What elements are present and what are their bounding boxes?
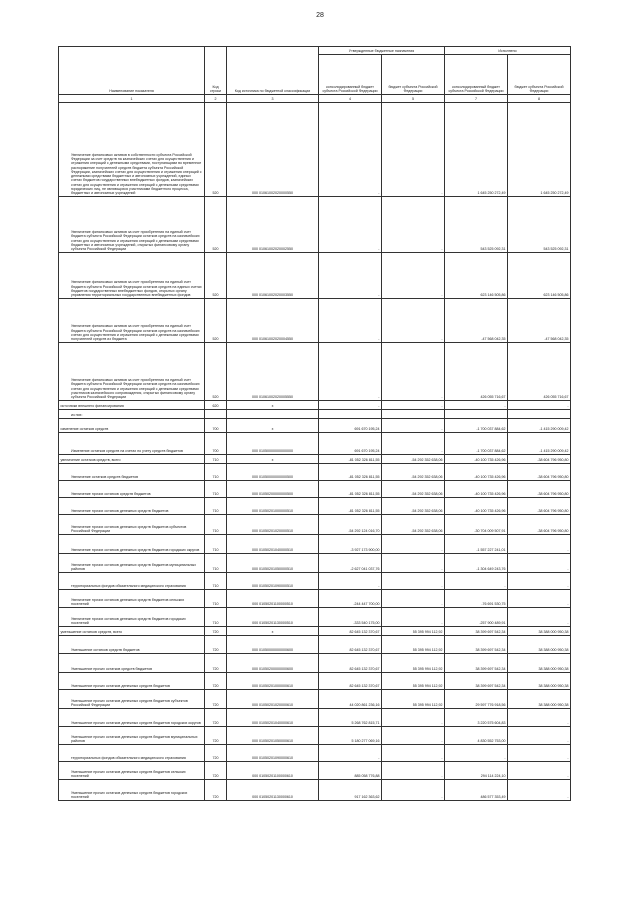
- row-approved-subject: 55 395 994 112,92: [382, 673, 445, 690]
- table-row: [59, 573, 571, 590]
- row-source-code: 000 01050201040000510: [227, 535, 319, 554]
- table-row: [59, 535, 571, 554]
- row-source-code: x: [227, 419, 319, 433]
- row-line-code: 520: [205, 253, 227, 299]
- row-executed-consolidated: -1 700 037 884,62: [445, 419, 508, 433]
- row-executed-consolidated: 38 399 697 542,34: [445, 673, 508, 690]
- header-line-code: Код строки: [205, 47, 227, 95]
- row-source-code: x: [227, 627, 319, 636]
- row-line-code: 710: [205, 590, 227, 608]
- row-executed-consolidated: 38 399 697 542,34: [445, 627, 508, 636]
- row-approved-subject: -: [382, 709, 445, 727]
- row-line-code: 520: [205, 103, 227, 197]
- row-executed-subject: -47 568 042,35: [508, 299, 571, 343]
- table-row: [59, 197, 571, 253]
- budget-sources-table: [58, 46, 571, 801]
- row-name: Уменьшение прочих остатков денежных средств бюджетов сельских поселений: [59, 762, 205, 780]
- row-source-code: 000 01050201050000510: [227, 554, 319, 573]
- row-approved-consolidated: 917 162 363,62: [319, 780, 382, 801]
- row-executed-consolidated: -47 568 042,35: [445, 299, 508, 343]
- row-approved-subject: -: [382, 745, 445, 762]
- row-approved-subject: -: [382, 401, 445, 410]
- row-source-code: 000 01050000000000500: [227, 464, 319, 481]
- row-name: Уменьшение прочих остатков денежных средств бюджетов городских округов: [59, 709, 205, 727]
- row-approved-subject: -: [382, 608, 445, 627]
- row-approved-subject: 55 395 994 112,92: [382, 627, 445, 636]
- row-approved-subject: -: [382, 299, 445, 343]
- row-executed-subject: -1 415 290 009,42: [508, 433, 571, 455]
- row-name: увеличение остатков средств, всего: [59, 455, 205, 464]
- row-name: Увеличение финансовых активов в собственности субъекта Российской Федерации за счет средств на казначейских счетах для осуществления и отражения операций с денежными средствами, поступающими во временное распоряжение получателей средств бюджета субъекта Российской Федерации, казначейских счетах для осуществления и отражения операций с денежными средствами бюджетных и автономных учреждений, единых счетах бюджетов государственных внебюджетных фондов, казначейских счетах для осуществления и отражения операций с денежными средствами юридических лиц, не являющихся участниками бюджетного процесса, бюджетных и автономных учреждений: [59, 103, 205, 197]
- row-approved-consolidated: 691 670 195,24: [319, 419, 382, 433]
- row-executed-subject: [508, 410, 571, 419]
- row-source-code: 000 01050201050000610: [227, 727, 319, 745]
- row-source-code: 000 01050201100000510: [227, 590, 319, 608]
- row-executed-consolidated: 426 055 716,67: [445, 343, 508, 401]
- row-source-code: x: [227, 455, 319, 464]
- header-executed: Исполнено: [445, 47, 571, 55]
- row-name: Уменьшение прочих остатков денежных средств бюджетов: [59, 673, 205, 690]
- row-executed-subject: 623 146 505,86: [508, 253, 571, 299]
- row-executed-subject: -: [508, 780, 571, 801]
- row-line-code: [205, 410, 227, 419]
- row-executed-subject: 38 388 000 950,38: [508, 654, 571, 673]
- row-executed-consolidated: -40 100 735 426,96: [445, 464, 508, 481]
- row-approved-subject: -54 292 352 638,06: [382, 515, 445, 535]
- row-approved-subject: -: [382, 197, 445, 253]
- row-executed-consolidated: 29 597 776 918,56: [445, 690, 508, 709]
- row-executed-consolidated: 3 220 575 604,83: [445, 709, 508, 727]
- table-row: [59, 299, 571, 343]
- row-executed-consolidated: -1 304 649 243,76: [445, 554, 508, 573]
- column-number: 7: [445, 95, 508, 103]
- row-approved-consolidated: -3 927 173 900,00: [319, 535, 382, 554]
- row-name: Уменьшение прочих остатков денежных средств бюджетов субъектов Российской Федерации: [59, 690, 205, 709]
- column-number: 4: [319, 95, 382, 103]
- table-row: [59, 627, 571, 636]
- row-name: Увеличение финансовых активов за счет приобретения на единый счет бюджета субъекта Российской Федерации остатков средств на казначейских счетах для осуществления и отражения операций с денежными средствами получателей средств из бюджета: [59, 299, 205, 343]
- row-approved-consolidated: 82 645 132 370,67: [319, 673, 382, 690]
- row-line-code: 700: [205, 419, 227, 433]
- row-executed-consolidated: 1 645 250 272,49: [445, 103, 508, 197]
- header-executed-subject: бюджет субъекта Российской Федерации: [508, 55, 571, 95]
- row-executed-subject: -38 604 796 950,80: [508, 455, 571, 464]
- row-source-code: 000 01050201020000510: [227, 515, 319, 535]
- table-row: [59, 515, 571, 535]
- column-number: 3: [227, 95, 319, 103]
- row-approved-consolidated: [319, 410, 382, 419]
- row-source-code: 000 01050200000000600: [227, 654, 319, 673]
- table-row: [59, 419, 571, 433]
- row-approved-consolidated: 82 645 132 370,67: [319, 636, 382, 654]
- row-source-code: 000 01061002020000550: [227, 103, 319, 197]
- row-source-code: 000 01050201130000510: [227, 608, 319, 627]
- row-name: уменьшение остатков средств, всего: [59, 627, 205, 636]
- row-source-code: 000 01061002020003550: [227, 253, 319, 299]
- table-row: [59, 673, 571, 690]
- row-name: Увеличение прочих остатков денежных средств бюджетов городских поселений: [59, 608, 205, 627]
- column-number: 8: [508, 95, 571, 103]
- row-name: территориальных фондов обязательного медицинского страхования: [59, 745, 205, 762]
- row-executed-consolidated: -76 691 530,75: [445, 590, 508, 608]
- header-name: Наименование показателя: [59, 47, 205, 95]
- row-line-code: 720: [205, 727, 227, 745]
- row-name: Увеличение прочих остатков денежных средств бюджетов муниципальных районов: [59, 554, 205, 573]
- table-row: [59, 608, 571, 627]
- row-executed-consolidated: 486 577 353,49: [445, 780, 508, 801]
- table-row: [59, 590, 571, 608]
- table-row: [59, 103, 571, 197]
- row-executed-consolidated: -1 700 037 884,62: [445, 433, 508, 455]
- row-executed-consolidated: [445, 410, 508, 419]
- row-executed-subject: 38 388 000 950,38: [508, 673, 571, 690]
- row-approved-subject: -: [382, 433, 445, 455]
- row-source-code: 000 01061002020004550: [227, 299, 319, 343]
- row-executed-consolidated: -30 704 009 507,91: [445, 515, 508, 535]
- row-approved-consolidated: -81 052 326 811,55: [319, 464, 382, 481]
- row-approved-consolidated: -2 627 041 037,76: [319, 554, 382, 573]
- row-name: Увеличение прочих остатков средств бюджетов: [59, 481, 205, 498]
- table-row: [59, 498, 571, 515]
- row-name: Уменьшение прочих остатков средств бюджетов: [59, 654, 205, 673]
- row-executed-subject: -: [508, 762, 571, 780]
- row-executed-subject: -38 604 796 950,80: [508, 464, 571, 481]
- row-approved-consolidated: 82 645 132 370,67: [319, 654, 382, 673]
- row-approved-subject: -54 292 352 638,06: [382, 498, 445, 515]
- row-line-code: 710: [205, 498, 227, 515]
- row-approved-consolidated: 885 058 776,88: [319, 762, 382, 780]
- row-approved-consolidated: -: [319, 197, 382, 253]
- row-executed-consolidated: 294 114 224,10: [445, 762, 508, 780]
- row-approved-subject: [382, 410, 445, 419]
- row-executed-consolidated: -: [445, 745, 508, 762]
- row-name: Увеличение прочих остатков денежных средств бюджетов: [59, 498, 205, 515]
- row-source-code: 000 01050000000000600: [227, 636, 319, 654]
- row-approved-consolidated: -: [319, 401, 382, 410]
- row-source-code: 000 01050000000000000: [227, 433, 319, 455]
- table-row: [59, 690, 571, 709]
- row-executed-subject: -1 415 290 009,42: [508, 419, 571, 433]
- table-row: [59, 433, 571, 455]
- row-name: Увеличение прочих остатков денежных средств бюджетов сельских поселений: [59, 590, 205, 608]
- row-source-code: 000 01050201020000610: [227, 690, 319, 709]
- row-approved-consolidated: -: [319, 103, 382, 197]
- row-line-code: 620: [205, 401, 227, 410]
- row-line-code: 720: [205, 762, 227, 780]
- row-line-code: 520: [205, 343, 227, 401]
- row-approved-consolidated: 82 645 132 370,67: [319, 627, 382, 636]
- table-row: [59, 762, 571, 780]
- row-approved-subject: 55 395 994 112,92: [382, 690, 445, 709]
- row-line-code: 720: [205, 690, 227, 709]
- row-approved-subject: -: [382, 727, 445, 745]
- header-approved: Утвержденные бюджетные назначения: [319, 47, 445, 55]
- row-approved-subject: 55 395 994 112,92: [382, 636, 445, 654]
- row-name: Увеличение финансовых активов за счет приобретения на единый счет бюджета субъекта Российской Федерации остатков средств на казначейских счетах для осуществления и отражения операций с денежными средствами бюджетных и автономных учреждений, открытых финансовому органу субъекта Российской Федерации: [59, 197, 205, 253]
- row-executed-consolidated: -257 900 489,91: [445, 608, 508, 627]
- row-line-code: 710: [205, 515, 227, 535]
- row-line-code: 520: [205, 299, 227, 343]
- row-name: Уменьшение прочих остатков денежных средств бюджетов городских поселений: [59, 780, 205, 801]
- row-executed-consolidated: -: [445, 573, 508, 590]
- row-line-code: 720: [205, 709, 227, 727]
- row-source-code: 000 01050201000000610: [227, 673, 319, 690]
- row-source-code: 000 01050201000000510: [227, 498, 319, 515]
- table-row: [59, 709, 571, 727]
- row-approved-subject: -: [382, 253, 445, 299]
- row-executed-subject: -: [508, 401, 571, 410]
- row-source-code: 000 01061002020005550: [227, 343, 319, 401]
- header-approved-subject: бюджет субъекта Российской Федерации: [382, 55, 445, 95]
- row-source-code: 000 01050200000000500: [227, 481, 319, 498]
- row-name: Увеличение финансовых активов за счет приобретения на единый счет бюджета субъекта Российской Федерации остатков средств на казначейских счетах для осуществления и отражения операций с денежными средствами участников казначейского сопровождения, открытых финансовому органу субъекта Российской Федерации: [59, 343, 205, 401]
- table-row: [59, 343, 571, 401]
- row-executed-subject: -: [508, 727, 571, 745]
- table-row: [59, 727, 571, 745]
- page-number: 28: [316, 12, 324, 19]
- row-approved-subject: -: [382, 103, 445, 197]
- row-executed-consolidated: 38 399 697 542,34: [445, 654, 508, 673]
- row-executed-consolidated: -: [445, 401, 508, 410]
- header-source-code: Код источника по бюджетной классификации: [227, 47, 319, 95]
- row-source-code: 000 01050201090000510: [227, 573, 319, 590]
- row-executed-consolidated: -40 100 735 426,96: [445, 481, 508, 498]
- row-line-code: 710: [205, 455, 227, 464]
- row-approved-consolidated: -: [319, 253, 382, 299]
- row-executed-subject: 38 388 000 950,38: [508, 627, 571, 636]
- row-line-code: 710: [205, 464, 227, 481]
- table-row: [59, 745, 571, 762]
- row-approved-consolidated: -: [319, 299, 382, 343]
- row-executed-subject: -: [508, 745, 571, 762]
- table-row: [59, 410, 571, 419]
- row-executed-consolidated: 543 525 092,31: [445, 197, 508, 253]
- row-executed-consolidated: 623 146 505,86: [445, 253, 508, 299]
- row-name: Увеличение прочих остатков денежных средств бюджетов субъектов Российской Федерации: [59, 515, 205, 535]
- row-approved-subject: -54 292 352 638,06: [382, 455, 445, 464]
- row-source-code: 000 01050201100000610: [227, 762, 319, 780]
- row-executed-subject: -: [508, 608, 571, 627]
- row-name: Увеличение финансовых активов за счет приобретения на единый счет бюджета субъекта Российской Федерации остатков средств на единых счетах бюджетов государственных внебюджетных фондов, открытых органу управления территориальных государственных внебюджетных фондов: [59, 253, 205, 299]
- row-executed-subject: -: [508, 554, 571, 573]
- row-approved-consolidated: 5 180 277 069,16: [319, 727, 382, 745]
- column-number: 1: [59, 95, 205, 103]
- row-line-code: 720: [205, 627, 227, 636]
- row-line-code: 700: [205, 433, 227, 455]
- row-name: Уменьшение прочих остатков денежных средств бюджетов муниципальных районов: [59, 727, 205, 745]
- row-approved-subject: 55 395 994 112,92: [382, 654, 445, 673]
- row-source-code: x: [227, 401, 319, 410]
- table-row: [59, 481, 571, 498]
- table-row: [59, 636, 571, 654]
- row-approved-subject: -: [382, 590, 445, 608]
- row-executed-consolidated: -40 100 735 426,96: [445, 498, 508, 515]
- row-name: Увеличение остатков средств бюджетов: [59, 464, 205, 481]
- row-approved-consolidated: -: [319, 343, 382, 401]
- row-approved-consolidated: -81 052 326 811,55: [319, 481, 382, 498]
- row-approved-consolidated: -81 052 326 811,55: [319, 498, 382, 515]
- row-approved-consolidated: -: [319, 573, 382, 590]
- row-executed-subject: 38 388 000 950,38: [508, 690, 571, 709]
- row-approved-consolidated: 5 268 762 815,71: [319, 709, 382, 727]
- row-name: Уменьшение остатков средств бюджетов: [59, 636, 205, 654]
- row-executed-consolidated: 38 399 697 542,34: [445, 636, 508, 654]
- table-row: [59, 780, 571, 801]
- row-executed-subject: -: [508, 590, 571, 608]
- row-executed-consolidated: 4 830 552 753,00: [445, 727, 508, 745]
- row-line-code: 720: [205, 673, 227, 690]
- row-executed-consolidated: -40 100 735 426,96: [445, 455, 508, 464]
- table-row: [59, 401, 571, 410]
- row-approved-consolidated: -81 052 326 811,55: [319, 455, 382, 464]
- column-number: 5: [382, 95, 445, 103]
- row-approved-subject: -54 292 352 638,06: [382, 481, 445, 498]
- row-executed-subject: 543 525 092,31: [508, 197, 571, 253]
- row-approved-consolidated: 44 020 861 236,16: [319, 690, 382, 709]
- table-row: [59, 464, 571, 481]
- row-executed-subject: 426 055 716,67: [508, 343, 571, 401]
- table-row: [59, 654, 571, 673]
- row-executed-consolidated: -1 557 227 241,01: [445, 535, 508, 554]
- row-approved-consolidated: 691 670 195,24: [319, 433, 382, 455]
- row-line-code: 710: [205, 573, 227, 590]
- row-approved-subject: -: [382, 573, 445, 590]
- row-executed-subject: -38 604 796 950,80: [508, 515, 571, 535]
- row-approved-subject: -: [382, 535, 445, 554]
- row-approved-consolidated: -333 540 175,00: [319, 608, 382, 627]
- row-executed-subject: 1 645 250 272,49: [508, 103, 571, 197]
- row-approved-subject: -: [382, 780, 445, 801]
- row-source-code: 000 01050201040000610: [227, 709, 319, 727]
- row-approved-subject: -: [382, 762, 445, 780]
- row-name: из них:: [59, 410, 205, 419]
- row-name: источники внешнего финансирования: [59, 401, 205, 410]
- row-line-code: 720: [205, 780, 227, 801]
- row-approved-subject: -54 292 352 638,06: [382, 464, 445, 481]
- header-approved-consolidated: консолидированный бюджет субъекта Российской Федерации: [319, 55, 382, 95]
- table-row: [59, 554, 571, 573]
- row-line-code: 720: [205, 745, 227, 762]
- table-row: [59, 455, 571, 464]
- row-executed-subject: -: [508, 573, 571, 590]
- row-line-code: 720: [205, 654, 227, 673]
- row-line-code: 710: [205, 481, 227, 498]
- row-approved-subject: -: [382, 343, 445, 401]
- header-executed-consolidated: консолидированный бюджет субъекта Российской Федерации: [445, 55, 508, 95]
- column-number: 2: [205, 95, 227, 103]
- row-line-code: 710: [205, 554, 227, 573]
- row-name: территориальных фондов обязательного медицинского страхования: [59, 573, 205, 590]
- row-executed-subject: -38 604 796 950,80: [508, 498, 571, 515]
- row-line-code: 520: [205, 197, 227, 253]
- row-executed-subject: 38 388 000 950,38: [508, 636, 571, 654]
- row-source-code: [227, 410, 319, 419]
- row-source-code: 000 01050201090000610: [227, 745, 319, 762]
- row-source-code: 000 01050201130000610: [227, 780, 319, 801]
- row-name: Изменение остатков средств на счетах по учету средств бюджетов: [59, 433, 205, 455]
- table-row: [59, 253, 571, 299]
- row-executed-subject: -: [508, 709, 571, 727]
- row-approved-consolidated: -244 447 700,00: [319, 590, 382, 608]
- row-line-code: 710: [205, 535, 227, 554]
- row-line-code: 720: [205, 636, 227, 654]
- row-approved-subject: -: [382, 554, 445, 573]
- row-line-code: 710: [205, 608, 227, 627]
- row-executed-subject: -38 604 796 950,80: [508, 481, 571, 498]
- row-approved-consolidated: -54 292 124 016,70: [319, 515, 382, 535]
- row-source-code: 000 01061002020002550: [227, 197, 319, 253]
- row-executed-subject: -: [508, 535, 571, 554]
- row-name: Увеличение прочих остатков денежных средств бюджетов городских округов: [59, 535, 205, 554]
- row-approved-consolidated: -: [319, 745, 382, 762]
- row-approved-subject: -: [382, 419, 445, 433]
- row-name: изменение остатков средств: [59, 419, 205, 433]
